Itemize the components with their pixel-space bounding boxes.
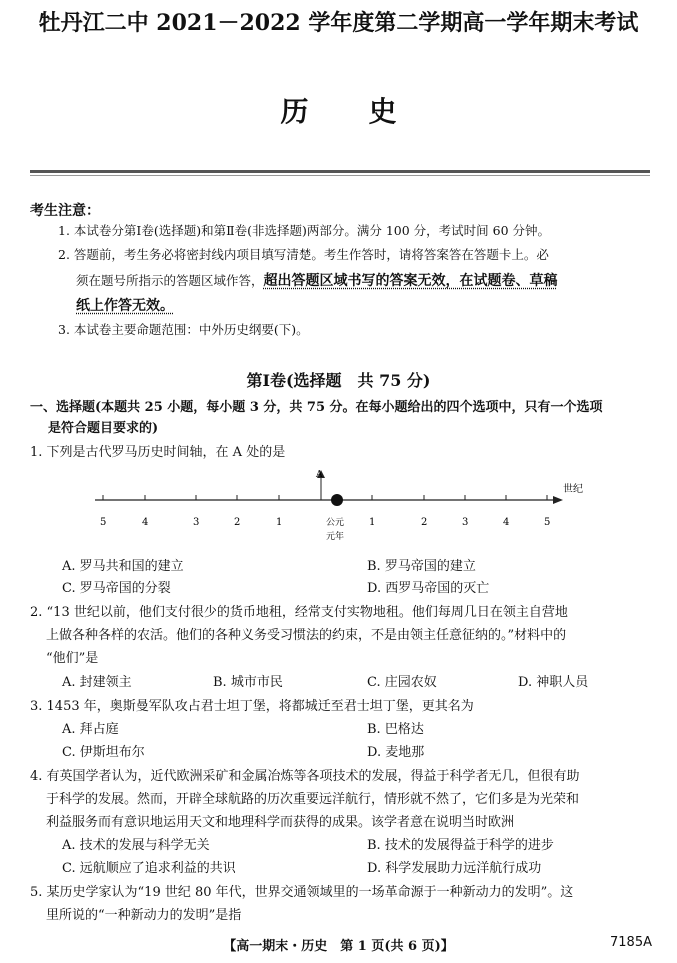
q3-option-c: C. 伊斯坦布尔: [62, 745, 145, 760]
timeline-right-label: 世纪: [563, 484, 583, 495]
question-5-stem-2: 里所说的“一种新动力的发明”是指: [46, 908, 242, 923]
section-instruction-cont: 是符合题目要求的): [48, 421, 159, 436]
notice-item-2-line2: 须在题号所指示的答题区域作答，: [76, 273, 264, 288]
timeline-left-tick: 5: [100, 517, 107, 528]
question-5-stem: 5. 某历史学家认为“19 世纪 80 年代，世界交通领域里的一场革命源于一种新动力的发明”。这: [30, 885, 574, 900]
question-3-stem: 3. 1453 年，奥斯曼军队攻占君士坦丁堡，将都城迁至君士坦丁堡，更其名为: [30, 699, 474, 714]
q3-option-d: D. 麦地那: [367, 745, 425, 760]
timeline-right-tick: 1: [369, 517, 376, 528]
timeline-right-tick: 5: [544, 517, 551, 528]
q1-option-c: C. 罗马帝国的分裂: [62, 581, 171, 596]
section-instruction: 一、选择题(本题共 25 小题，每小题 3 分，共 75 分。在每小题给出的四个选项中，只有一个选项: [30, 400, 603, 415]
question-2-stem-3: “他们”是: [46, 651, 99, 666]
timeline-right-tick: 4: [503, 517, 510, 528]
notice-warning-cont: 纸上作答无效。: [76, 298, 174, 314]
question-2-stem: 2. “13 世纪以前，他们支付很少的货币地租，经常支付实物地租。他们每周几日在领主自营地: [30, 605, 568, 620]
q3-option-b: B. 巴格达: [367, 722, 424, 737]
notice-item-1: 1. 本试卷分第Ⅰ卷(选择题)和第Ⅱ卷(非选择题)两部分。满分 100 分，考试时间 60 分钟。: [58, 223, 550, 238]
timeline-right-tick: 3: [462, 517, 469, 528]
question-1-stem: 1. 下列是古代罗马历史时间轴，在 A 处的是: [30, 445, 286, 460]
subject-title: 历史: [280, 95, 457, 128]
timeline-right-tick: 2: [421, 517, 428, 528]
section-title: 第Ⅰ卷(选择题 共 75 分): [246, 371, 431, 390]
paper-code: 7185A: [610, 935, 652, 950]
question-4-stem: 4. 有英国学者认为，近代欧洲采矿和金属冶炼等各项技术的发展，得益于科学者无几，但很有助: [30, 769, 580, 784]
q2-option-c: C. 庄园农奴: [367, 675, 437, 690]
notice-warning: 超出答题区域书写的答案无效，在试题卷、草稿: [263, 273, 558, 289]
q4-option-a: A. 技术的发展与科学无关: [62, 838, 210, 853]
q1-option-a: A. 罗马共和国的建立: [62, 559, 184, 574]
q1-option-d: D. 西罗马帝国的灭亡: [367, 581, 490, 596]
timeline-left-tick: 1: [276, 517, 283, 528]
timeline-diagram: [85, 466, 595, 546]
timeline-left-tick: 4: [142, 517, 149, 528]
timeline-center-label: 公元: [326, 518, 345, 528]
header-rule-thin: [30, 175, 650, 176]
timeline-left-tick: 3: [193, 517, 200, 528]
q1-option-b: B. 罗马帝国的建立: [367, 559, 476, 574]
page-footer: 【高一期末・历史 第 1 页(共 6 页)】: [223, 939, 454, 954]
question-4-stem-3: 利益服务而有意识地运用天文和地理科学而获得的成果。该学者意在说明当时欧洲: [46, 815, 515, 830]
notice-heading: 考生注意：: [30, 203, 100, 219]
question-2-stem-2: 上做各种各样的农活。他们的各种义务受习惯法的约束，不是由领主任意征纳的。”材料中的: [46, 628, 567, 643]
q4-option-d: D. 科学发展助力远洋航行成功: [367, 861, 542, 876]
timeline-left-tick: 2: [234, 517, 241, 528]
q3-option-a: A. 拜占庭: [62, 722, 119, 737]
timeline-center-label-2: 元年: [326, 532, 345, 542]
header-rule: [30, 170, 650, 173]
q4-option-c: C. 远航顺应了追求利益的共识: [62, 861, 236, 876]
exam-title: 牡丹江二中 2021－2022 学年度第二学期高一学年期末考试: [38, 10, 639, 36]
timeline-a-label: A: [316, 470, 323, 480]
q2-option-b: B. 城市市民: [213, 675, 283, 690]
q4-option-b: B. 技术的发展得益于科学的进步: [367, 838, 554, 853]
notice-item-2-cont: [76, 271, 558, 291]
notice-item-2: 2. 答题前，考生务必将密封线内项目填写清楚。考生作答时，请将答案答在答题卡上。必: [58, 247, 549, 262]
question-4-stem-2: 于科学的发展。然而，开辟全球航路的历次重要远洋航行，情形就不然了，它们多是为光荣和: [46, 792, 580, 807]
q2-option-a: A. 封建领主: [62, 675, 132, 690]
notice-item-3: 3. 本试卷主要命题范围：中外历史纲要(下)。: [58, 322, 309, 337]
q2-option-d: D. 神职人员: [518, 675, 589, 690]
